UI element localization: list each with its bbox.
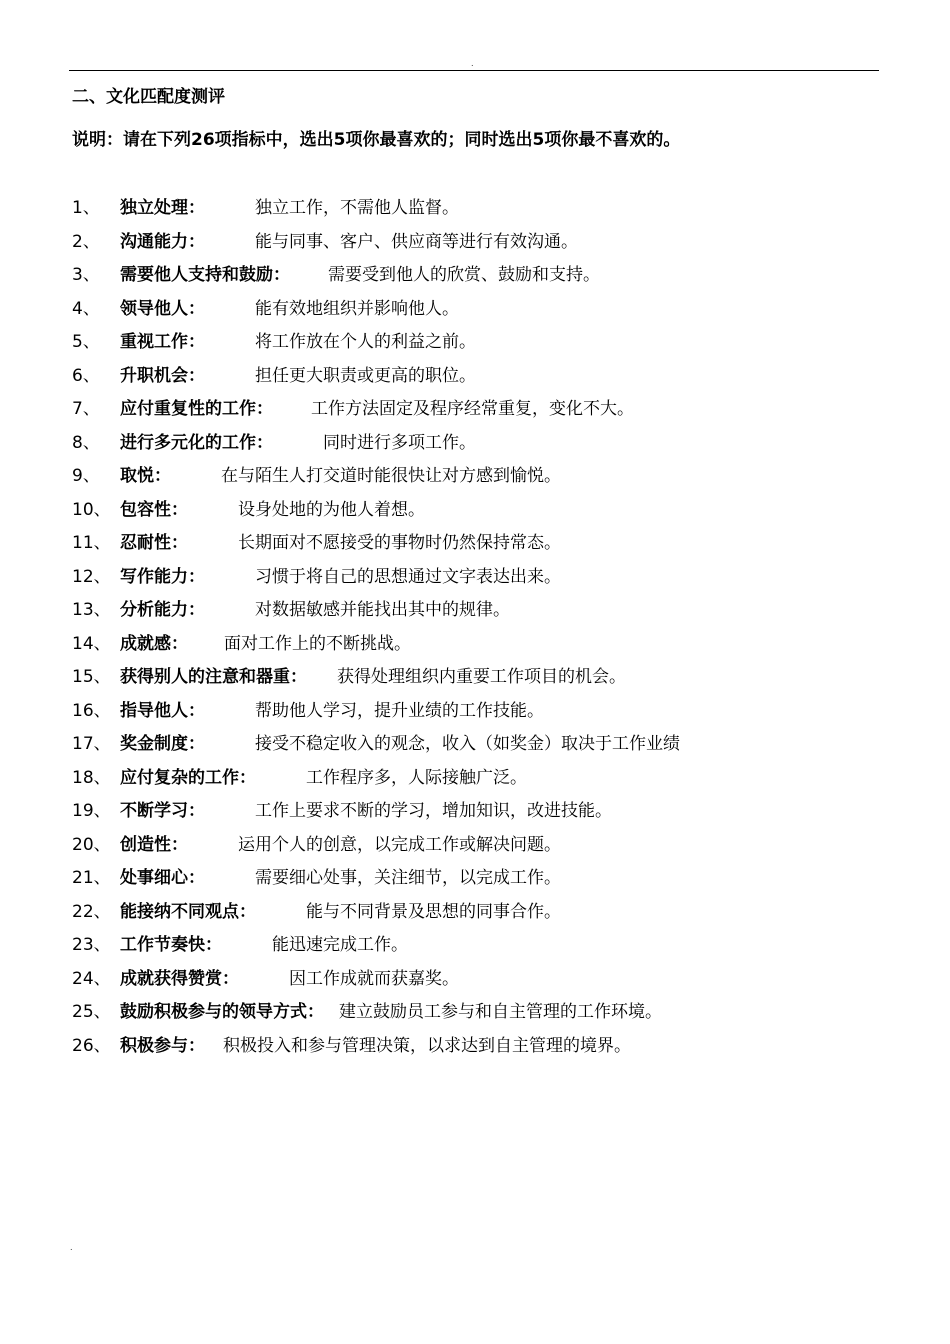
item-number: 10、 [72, 499, 111, 520]
item-description: 对数据敏感并能找出其中的规律。 [255, 600, 510, 620]
list-item [72, 968, 872, 1002]
list-item [72, 532, 872, 566]
list-item [72, 633, 872, 667]
item-description: 需要细心处事，关注细节，以完成工作。 [255, 868, 561, 888]
item-term: 重视工作： [120, 332, 205, 352]
item-description: 工作程序多，人际接触广泛。 [306, 767, 527, 788]
item-number: 23、 [72, 935, 111, 955]
item-description: 需要受到他人的欣赏、鼓励和支持。 [328, 265, 600, 285]
list-item [72, 666, 872, 700]
item-description: 帮助他人学习，提升业绩的工作技能。 [255, 700, 544, 721]
item-number: 9、 [72, 466, 100, 486]
item-number: 11、 [72, 533, 111, 553]
item-term: 成就获得赞赏： [120, 968, 239, 989]
item-term: 包容性： [120, 499, 188, 520]
item-description: 能与同事、客户、供应商等进行有效沟通。 [255, 231, 578, 252]
item-number: 1、 [72, 198, 100, 218]
list-item [72, 834, 872, 868]
item-number: 2、 [72, 231, 100, 252]
item-term: 不断学习： [120, 801, 205, 821]
instruction-text: 说明：请在下列26项指标中，选出5项你最喜欢的；同时选出5项你最不喜欢的。 [72, 130, 681, 150]
item-term: 创造性： [120, 834, 188, 855]
item-description: 面对工作上的不断挑战。 [224, 633, 411, 654]
list-item [72, 398, 872, 432]
list-item [72, 934, 872, 968]
list-item [72, 867, 872, 901]
item-description: 同时进行多项工作。 [323, 432, 476, 453]
section-title: 二、文化匹配度测评 [72, 87, 225, 107]
list-item [72, 465, 872, 499]
item-term: 领导他人： [120, 298, 205, 319]
item-description: 获得处理组织内重要工作项目的机会。 [337, 667, 626, 687]
item-number: 25、 [72, 1002, 111, 1022]
list-item [72, 365, 872, 399]
item-term: 取悦： [120, 466, 171, 486]
list-item [72, 1001, 872, 1035]
item-number: 12、 [72, 566, 111, 587]
item-number: 3、 [72, 265, 100, 285]
list-item [72, 599, 872, 633]
item-description: 能有效地组织并影响他人。 [255, 298, 459, 319]
item-term: 应付复杂的工作： [120, 767, 256, 788]
list-item [72, 264, 872, 298]
item-number: 16、 [72, 700, 111, 721]
item-number: 22、 [72, 901, 111, 922]
item-number: 26、 [72, 1035, 111, 1056]
item-term: 忍耐性： [120, 533, 188, 553]
list-item [72, 231, 872, 265]
item-description: 将工作放在个人的利益之前。 [255, 332, 476, 352]
item-number: 5、 [72, 332, 100, 352]
item-description: 工作方法固定及程序经常重复，变化不大。 [311, 399, 634, 419]
list-item [72, 901, 872, 935]
item-description: 工作上要求不断的学习，增加知识，改进技能。 [255, 801, 612, 821]
item-term: 需要他人支持和鼓励： [120, 265, 290, 285]
item-description: 因工作成就而获嘉奖。 [289, 968, 459, 989]
header-rule [69, 70, 879, 71]
list-item [72, 800, 872, 834]
item-term: 指导他人： [120, 700, 205, 721]
item-term: 分析能力： [120, 600, 205, 620]
item-description: 积极投入和参与管理决策，以求达到自主管理的境界。 [223, 1035, 631, 1056]
item-number: 8、 [72, 432, 100, 453]
item-number: 14、 [72, 633, 111, 654]
item-term: 工作节奏快： [120, 935, 222, 955]
item-term: 获得别人的注意和器重： [120, 667, 307, 687]
item-term: 鼓励积极参与的领导方式： [120, 1002, 324, 1022]
item-description: 运用个人的创意，以完成工作或解决问题。 [238, 834, 561, 855]
item-description: 担任更大职责或更高的职位。 [255, 365, 476, 386]
list-item [72, 1035, 872, 1069]
item-term: 积极参与： [120, 1035, 205, 1056]
item-term: 处事细心： [120, 868, 205, 888]
item-term: 成就感： [120, 633, 188, 654]
item-term: 应付重复性的工作： [120, 399, 273, 419]
list-item [72, 700, 872, 734]
item-number: 4、 [72, 298, 100, 319]
list-item [72, 432, 872, 466]
list-item [72, 331, 872, 365]
item-description: 能迅速完成工作。 [272, 935, 408, 955]
list-item [72, 767, 872, 801]
item-description: 设身处地的为他人着想。 [238, 499, 425, 520]
item-term: 独立处理： [120, 198, 205, 218]
item-term: 写作能力： [120, 566, 205, 587]
item-number: 13、 [72, 600, 111, 620]
item-number: 6、 [72, 365, 100, 386]
list-item [72, 499, 872, 533]
item-description: 习惯于将自己的思想通过文字表达出来。 [255, 566, 561, 587]
indicator-list [72, 197, 872, 1068]
item-term: 能接纳不同观点： [120, 901, 256, 922]
list-item [72, 197, 872, 231]
item-description: 能与不同背景及思想的同事合作。 [306, 901, 561, 922]
footer-dot-mark: . [70, 1243, 73, 1252]
list-item [72, 298, 872, 332]
item-term: 沟通能力： [120, 231, 205, 252]
list-item [72, 733, 872, 767]
item-number: 18、 [72, 767, 111, 788]
item-number: 17、 [72, 734, 111, 754]
item-description: 独立工作，不需他人监督。 [255, 198, 459, 218]
item-number: 24、 [72, 968, 111, 989]
item-number: 20、 [72, 834, 111, 855]
item-number: 7、 [72, 399, 100, 419]
item-term: 升职机会： [120, 365, 205, 386]
header-dot-mark: . [471, 59, 474, 68]
item-description: 接受不稳定收入的观念，收入（如奖金）取决于工作业绩 [255, 734, 680, 754]
item-term: 奖金制度： [120, 734, 205, 754]
item-number: 19、 [72, 801, 111, 821]
item-number: 21、 [72, 868, 111, 888]
item-description: 在与陌生人打交道时能很快让对方感到愉悦。 [221, 466, 561, 486]
item-description: 长期面对不愿接受的事物时仍然保持常态。 [238, 533, 561, 553]
list-item [72, 566, 872, 600]
item-term: 进行多元化的工作： [120, 432, 273, 453]
item-number: 15、 [72, 667, 111, 687]
item-description: 建立鼓励员工参与和自主管理的工作环境。 [339, 1002, 662, 1022]
